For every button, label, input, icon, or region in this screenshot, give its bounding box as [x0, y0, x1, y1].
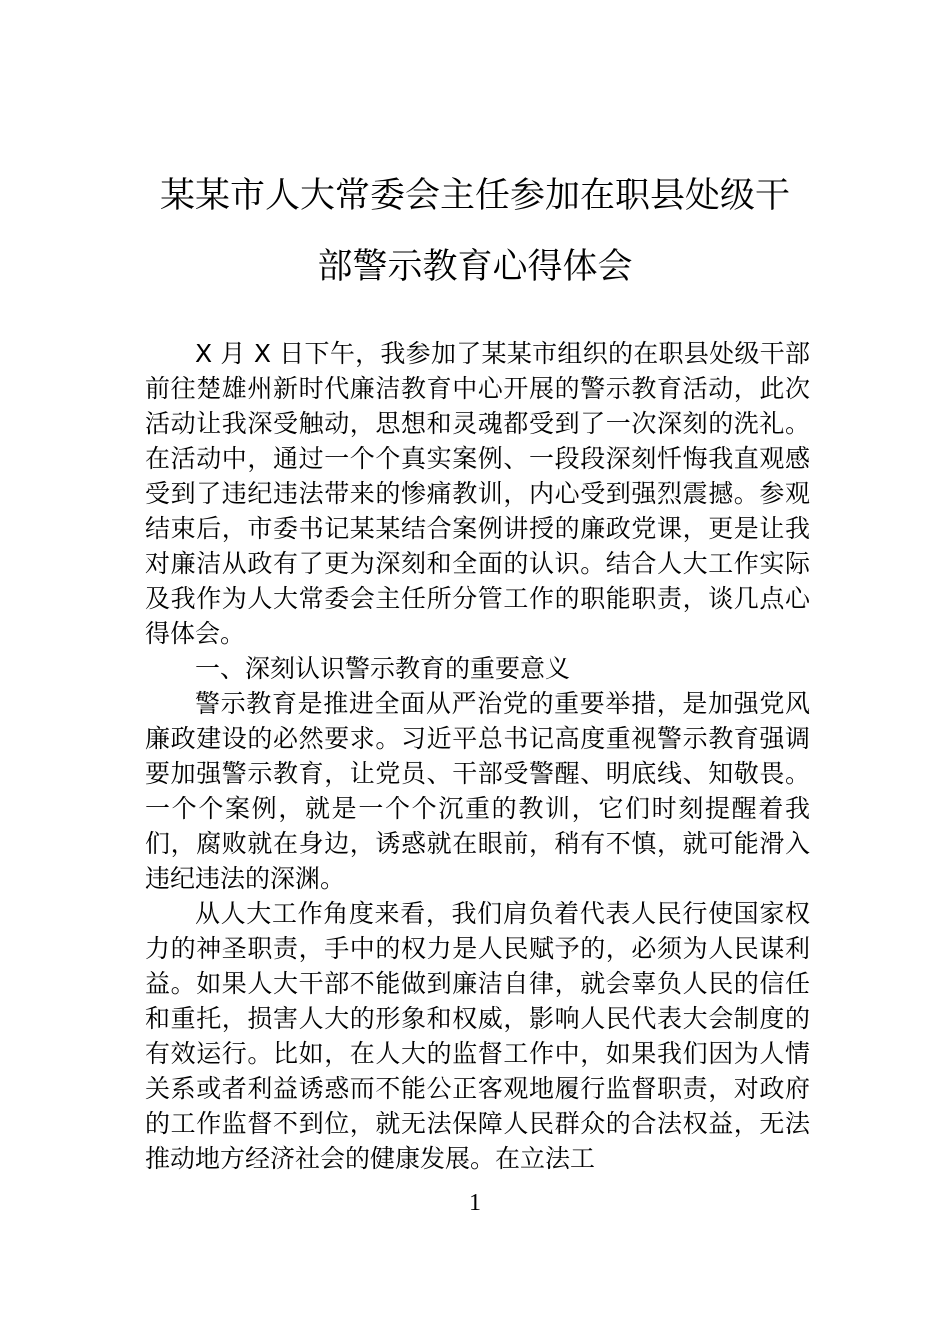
document-title-line-2: 部警示教育心得体会 — [317, 247, 633, 287]
document-body — [145, 336, 810, 1176]
page-number: 1 — [469, 1190, 481, 1216]
section-heading-1: 一、深刻认识警示教育的重要意义 — [195, 654, 571, 683]
document-title-line-1: 某某市人大常委会主任参加在职县处级干 — [159, 176, 790, 216]
paragraph-intro: X 月 X 日下午，我参加了某某市组织的在职县处级干部前往楚雄州新时代廉洁教育中心开展的警示教育活动，此次活动让我深受触动，思想和灵魂都受到了一次深刻的洗礼。在活动中，通过一个个真实案例、一段段深刻忏悔我直观感受到了违纪违法带来的惨痛教训，内心受到强烈震撼。参观结束后，市委书记某某结合案例讲授的廉政党课，更是让我对廉洁从政有了更为深刻和全面的认识。结合人大工作实际及我作为人大常委会主任所分管工作的职能职责，谈几点心得体会。 — [145, 339, 810, 648]
paragraph-npc-work: 从人大工作角度来看，我们肩负着代表人民行使国家权力的神圣职责，手中的权力是人民赋予的，必须为人民谋利益。如果人大干部不能做到廉洁自律，就会辜负人民的信任和重托，损害人大的形象和权威，影响人民代表大会制度的有效运行。比如，在人大的监督工作中，如果我们因为人情关系或者利益诱惑而不能公正客观地履行监督职责，对政府的工作监督不到位，就无法保障人民群众的合法权益，无法推动地方经济社会的健康发展。在立法工 — [145, 899, 810, 1173]
paragraph-warning-education: 警示教育是推进全面从严治党的重要举措，是加强党风廉政建设的必然要求。习近平总书记高度重视警示教育强调要加强警示教育，让党员、干部受警醒、明底线、知敬畏。一个个案例，就是一个个沉重的教训，它们时刻提醒着我们，腐败就在身边，诱惑就在眼前，稍有不慎，就可能滑入违纪违法的深渊。 — [145, 689, 810, 893]
